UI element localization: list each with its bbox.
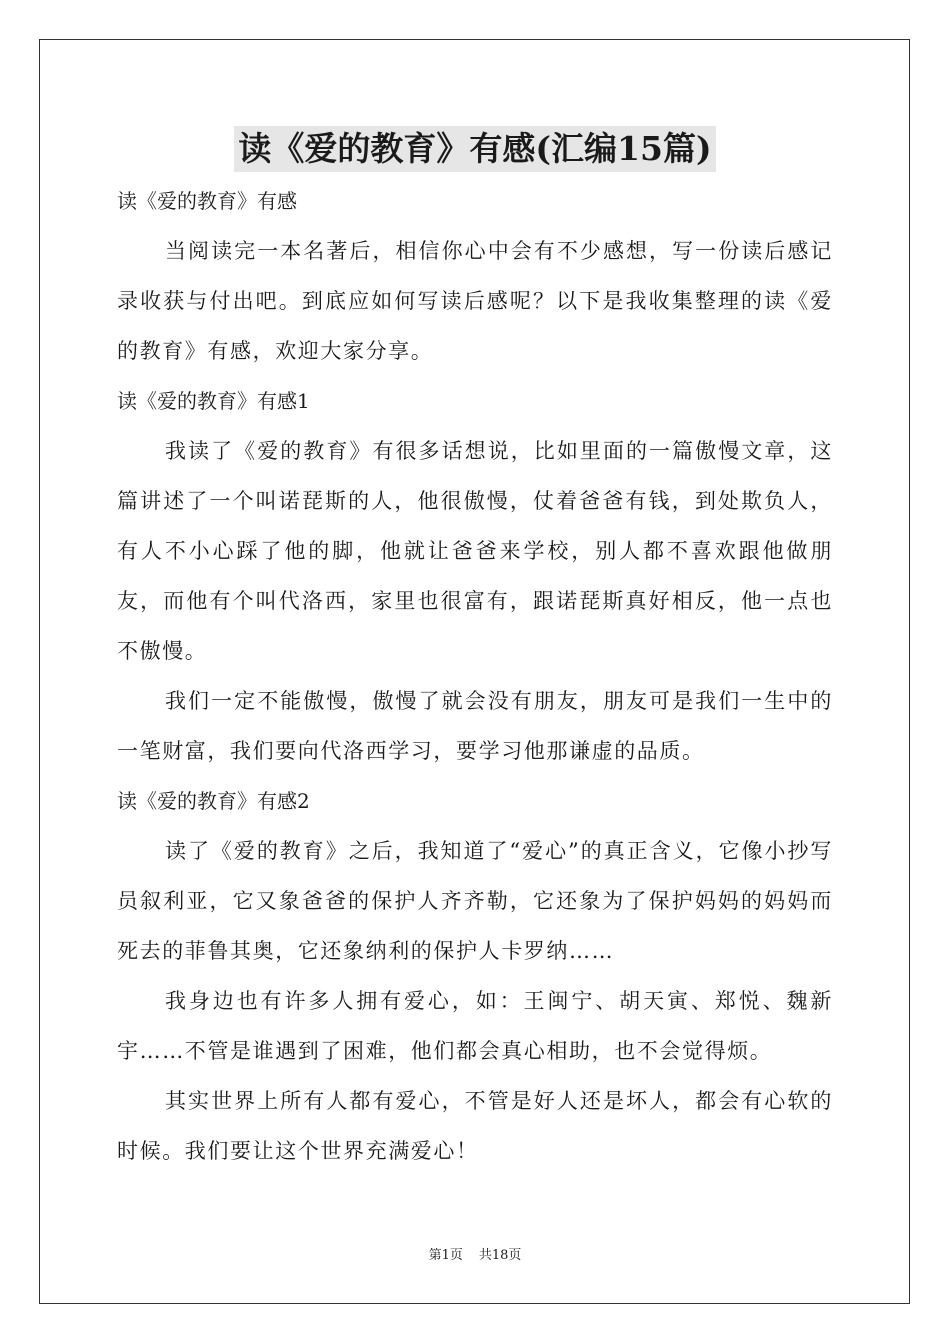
paragraph-2b: 我身边也有许多人拥有爱心，如：王闽宁、胡天寅、郑悦、魏新宇……不管是谁遇到了困难，他们都会真心相助，也不会觉得烦。: [117, 989, 833, 1063]
page-total: 共18页: [478, 1248, 522, 1263]
section-heading-intro: 读《爱的教育》有感: [117, 189, 297, 213]
paragraph-2a: 读了《爱的教育》之后，我知道了“爱心”的真正含义，它像小抄写员叙利亚，它又象爸爸的保护人齐齐勒，它还象为了保护妈妈的妈妈而死去的菲鲁其奥，它还象纳利的保护人卡罗纳……: [117, 839, 833, 963]
paragraph-1b: 我们一定不能傲慢，傲慢了就会没有朋友，朋友可是我们一生中的一笔财富，我们要向代洛西学习，要学习他那谦虚的品质。: [117, 689, 833, 763]
title-container: [117, 126, 833, 172]
section-heading-1: 读《爱的教育》有感1: [117, 389, 310, 413]
paragraph-2c: 其实世界上所有人都有爱心，不管是好人还是坏人，都会有心软的时候。我们要让这个世界充满爱心！: [117, 1089, 833, 1163]
page-number: 第1页: [428, 1248, 463, 1263]
page-footer: [0, 1246, 950, 1266]
document-title: 读《爱的教育》有感(汇编15篇): [234, 126, 715, 172]
paragraph-intro: 当阅读完一本名著后，相信你心中会有不少感想，写一份读后感记录收获与付出吧。到底应如何写读后感呢？以下是我收集整理的读《爱的教育》有感，欢迎大家分享。: [117, 239, 833, 363]
paragraph-1a: 我读了《爱的教育》有很多话想说，比如里面的一篇傲慢文章，这篇讲述了一个叫诺琵斯的人，他很傲慢，仗着爸爸有钱，到处欺负人，有人不小心踩了他的脚，他就让爸爸来学校，别人都不喜欢跟他做朋友，而他有个叫代洛西，家里也很富有，跟诺琵斯真好相反，他一点也不傲慢。: [117, 439, 833, 663]
document-flow: [117, 176, 833, 1176]
section-heading-2: 读《爱的教育》有感2: [117, 789, 310, 813]
